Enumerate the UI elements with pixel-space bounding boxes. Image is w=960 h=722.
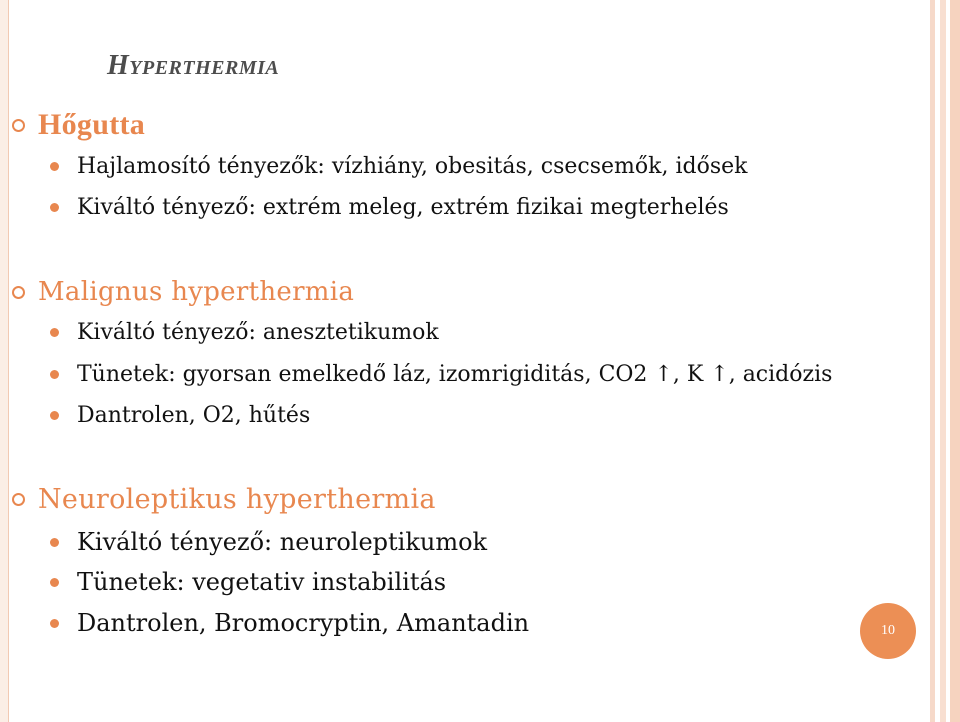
list-item (50, 528, 487, 556)
left-border-stripe (0, 0, 8, 722)
dot-bullet-icon (50, 328, 59, 337)
right-border-stripe (950, 0, 960, 722)
dot-bullet-icon (50, 370, 59, 379)
list-item-text: Kiváltó tényező: extrém meleg, extrém fizikai megterhelés (77, 194, 729, 220)
list-item-text: Tünetek: vegetativ instabilitás (77, 568, 447, 596)
dot-bullet-icon (50, 538, 59, 547)
list-item-text: Tünetek: gyorsan emelkedő láz, izomrigiditás, CO2 ↑, K ↑, acidózis (77, 361, 833, 387)
list-item (50, 360, 832, 388)
dot-bullet-icon (50, 203, 59, 212)
ring-bullet-icon (12, 286, 25, 299)
ring-bullet-icon (12, 493, 25, 506)
left-border-line (8, 0, 9, 722)
list-item (50, 568, 446, 596)
dot-bullet-icon (50, 411, 59, 420)
list-item (50, 401, 310, 429)
section-heading-malignus (12, 276, 354, 308)
list-item-text: Dantrolen, Bromocryptin, Amantadin (77, 609, 530, 637)
list-item (50, 609, 529, 637)
dot-bullet-icon (50, 162, 59, 171)
page-number-badge: 10 (860, 603, 916, 659)
list-item-text: Hajlamosító tényezők: vízhiány, obesitás, csecsemők, idősek (77, 153, 748, 179)
dot-bullet-icon (50, 619, 59, 628)
ring-bullet-icon (12, 119, 25, 132)
list-item (50, 152, 747, 180)
list-item (50, 193, 729, 221)
section-heading-label: Hőgutta (38, 108, 146, 141)
section-heading-label: Neuroleptikus hyperthermia (38, 483, 436, 515)
list-item-text: Kiváltó tényező: anesztetikumok (77, 319, 439, 345)
dot-bullet-icon (50, 578, 59, 587)
list-item-text: Dantrolen, O2, hűtés (77, 402, 311, 428)
section-heading-label: Malignus hyperthermia (38, 277, 355, 307)
slide-title: Hyperthermia (107, 50, 280, 81)
section-heading-hogutta (12, 109, 145, 141)
section-heading-neuroleptikus (12, 483, 436, 515)
list-item-text: Kiváltó tényező: neuroleptikumok (77, 528, 488, 556)
list-item (50, 318, 439, 346)
